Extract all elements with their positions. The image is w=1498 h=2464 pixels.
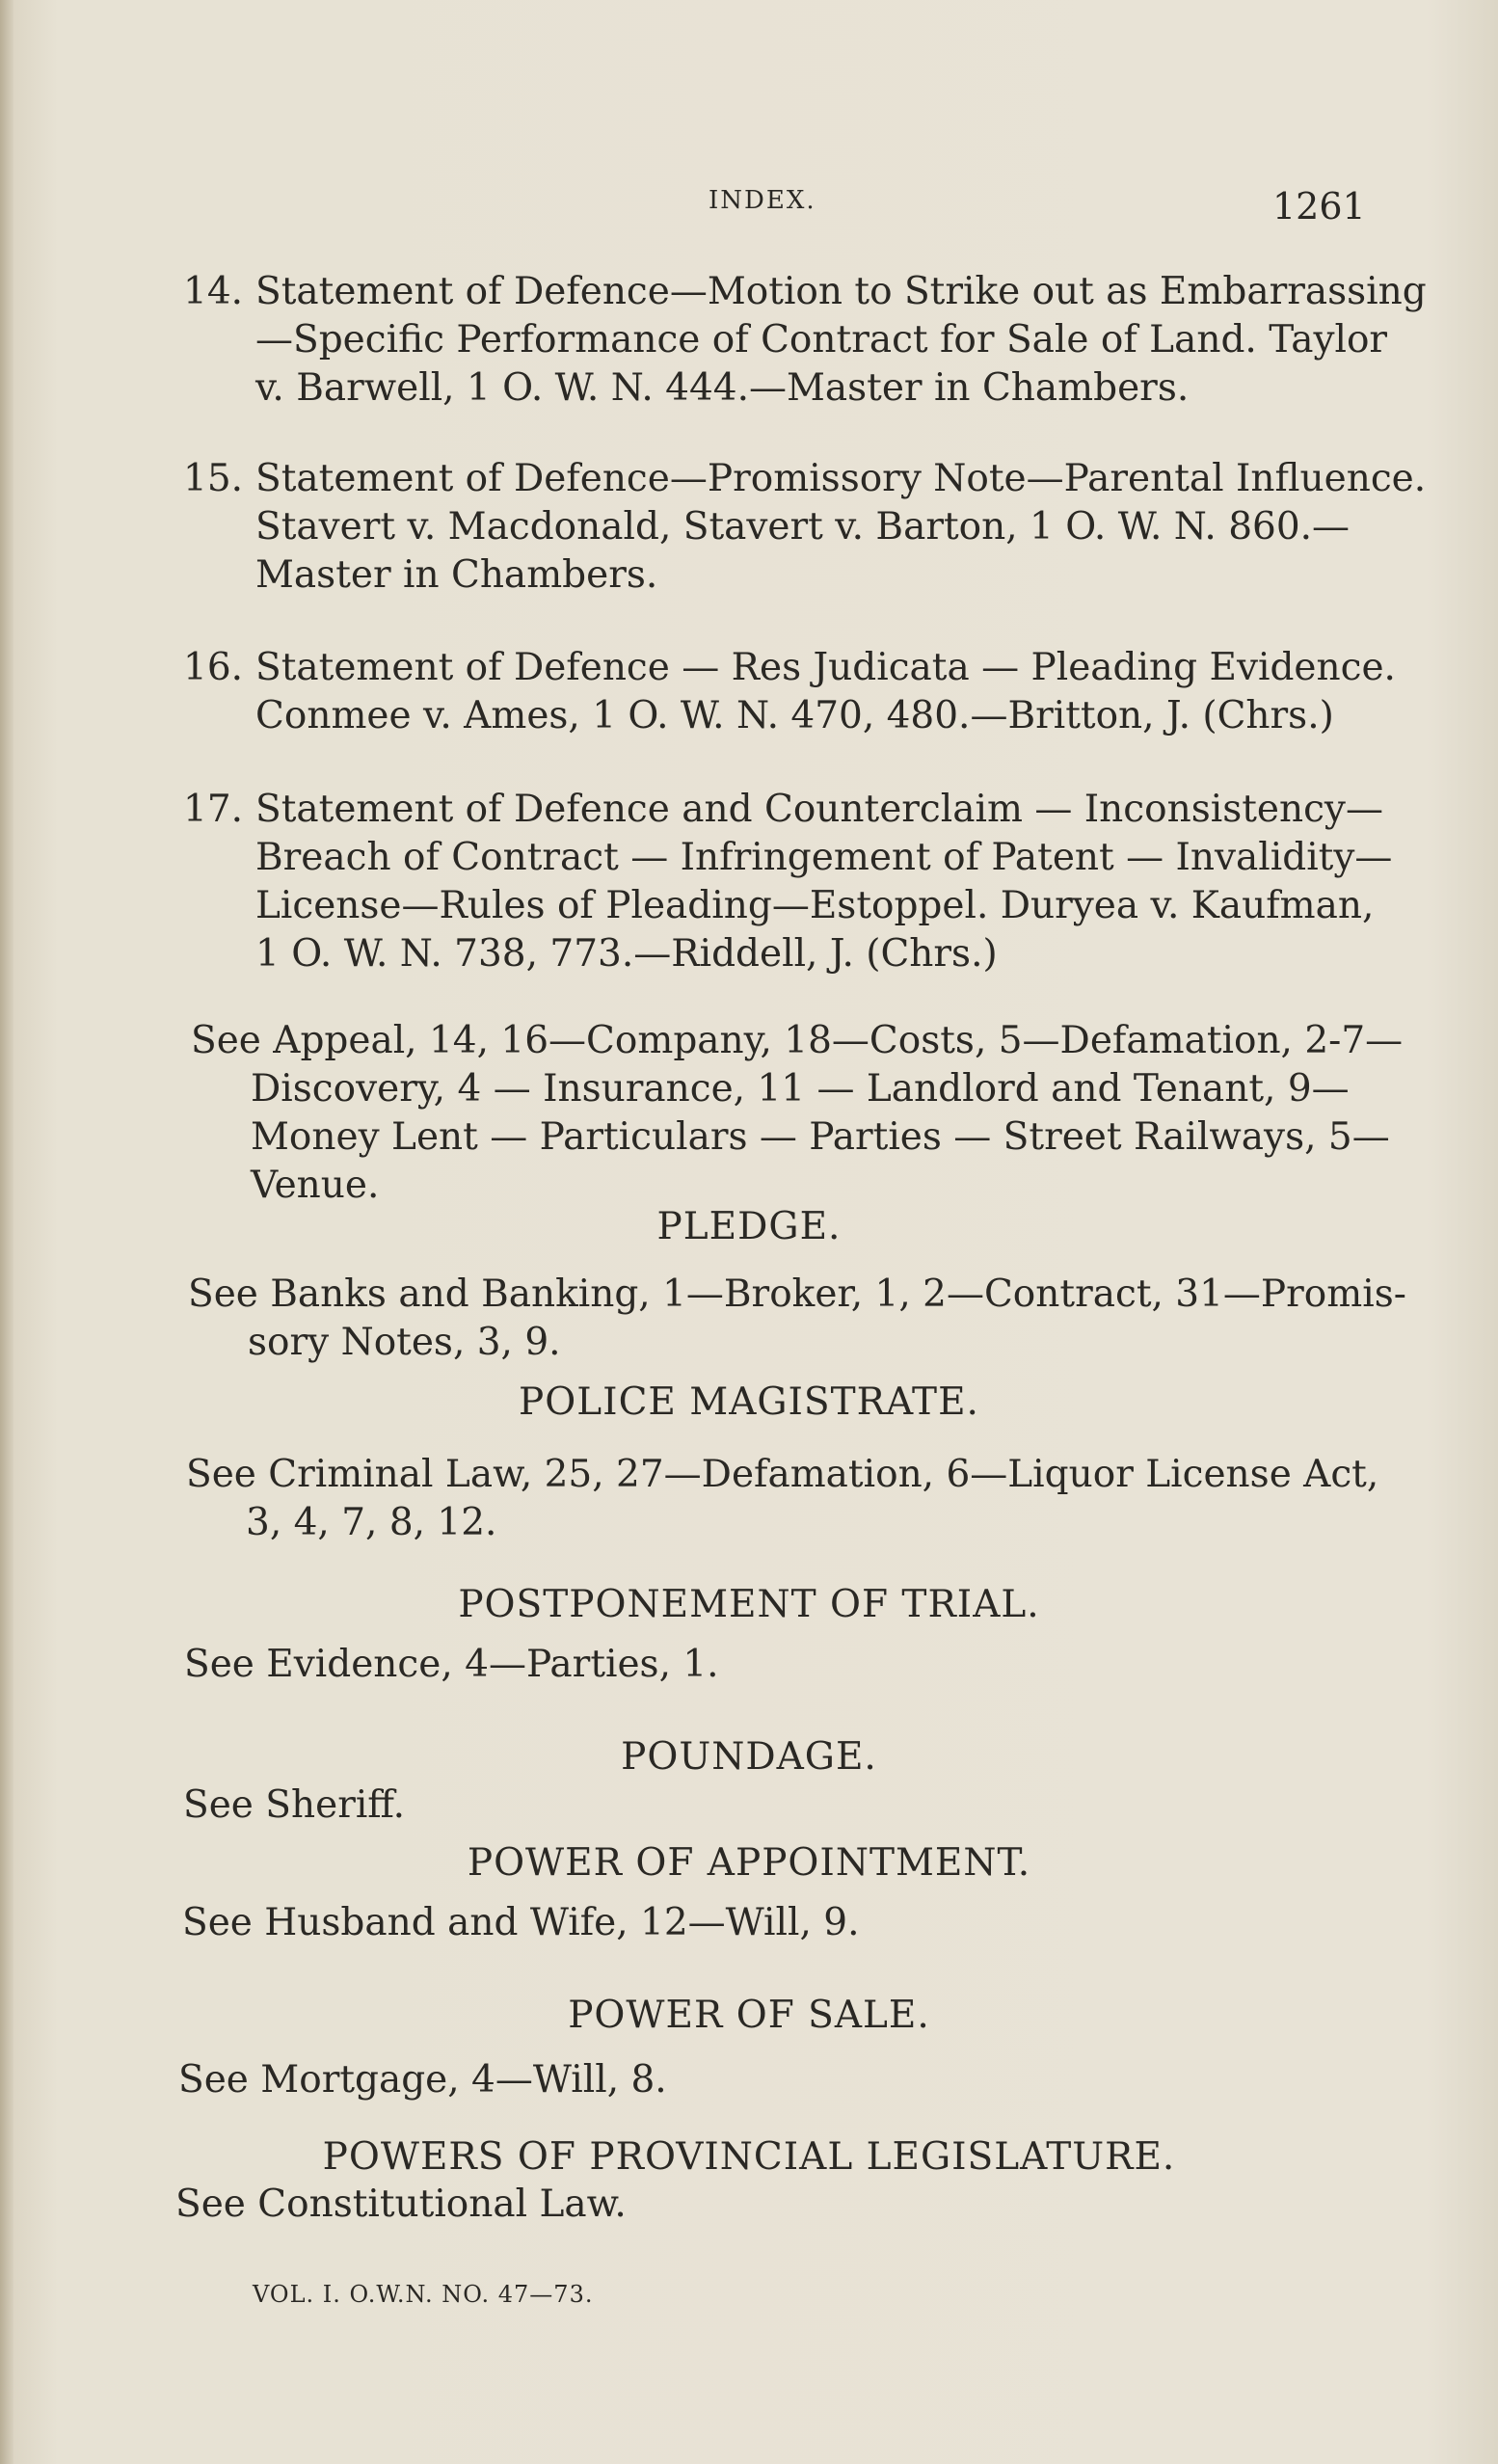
see-also-provincial-legislature xyxy=(175,2181,1361,2229)
see-line: 3, 4, 7, 8, 12. xyxy=(246,1501,497,1544)
index-entry-15 xyxy=(183,455,1427,600)
heading-powers-of-provincial-legislature: POWERS OF PROVINCIAL LEGISLATURE. xyxy=(322,2135,1176,2179)
entry-line: Statement of Defence—Motion to Strike out as Embarrassing xyxy=(255,270,1427,313)
entry-line: Stavert v. Macdonald, Stavert v. Barton, 1 O. W. N. 860.— xyxy=(255,505,1351,549)
entry-line: Breach of Contract — Infringement of Patent — Invalidity— xyxy=(255,836,1393,879)
running-header: INDEX. xyxy=(709,186,816,215)
see-line: Venue. xyxy=(251,1164,380,1207)
see-line: See Mortgage, 4—Will, 8. xyxy=(178,2058,667,2102)
entry-line: 1 O. W. N. 738, 773.—Riddell, J. (Chrs.) xyxy=(255,932,998,976)
entry-line: Conmee v. Ames, 1 O. W. N. 470, 480.—Britton, J. (Chrs.) xyxy=(255,694,1334,737)
heading-postponement-of-trial: POSTPONEMENT OF TRIAL. xyxy=(458,1583,1040,1626)
entry-line: —Specific Performance of Contract for Sale of Land. Taylor xyxy=(255,318,1388,362)
see-line: Discovery, 4 — Insurance, 11 — Landlord and Tenant, 9— xyxy=(251,1067,1350,1111)
heading-power-of-appointment: POWER OF APPOINTMENT. xyxy=(467,1841,1031,1885)
entry-line: License—Rules of Pleading—Estoppel. Duryea v. Kaufman, xyxy=(255,884,1375,927)
see-also-postponement xyxy=(184,1641,1370,1689)
see-also-power-of-appointment xyxy=(182,1899,1368,1947)
entry-number: 15. xyxy=(183,457,244,500)
entry-line: v. Barwell, 1 O. W. N. 444.—Master in Chambers. xyxy=(255,366,1190,410)
see-line: See Appeal, 14, 16—Company, 18—Costs, 5—Defamation, 2-7— xyxy=(191,1019,1404,1062)
see-line: See Constitutional Law. xyxy=(175,2183,627,2226)
see-line: See Criminal Law, 25, 27—Defamation, 6—Liquor License Act, xyxy=(186,1453,1379,1496)
heading-police-magistrate: POLICE MAGISTRATE. xyxy=(519,1380,979,1424)
entry-line: Statement of Defence and Counterclaim — Inconsistency— xyxy=(255,788,1383,831)
entry-number: 16. xyxy=(183,646,244,689)
index-entry-17 xyxy=(183,786,1393,978)
footer-signature: VOL. I. O.W.N. NO. 47—73. xyxy=(253,2281,594,2308)
see-also-pledge xyxy=(188,1271,1406,1367)
entry-number: 17. xyxy=(183,788,244,831)
page-number: 1261 xyxy=(1272,185,1366,228)
heading-pledge: PLEDGE. xyxy=(656,1205,842,1248)
heading-poundage: POUNDAGE. xyxy=(621,1735,877,1779)
see-also-poundage xyxy=(183,1781,1369,1830)
see-also-power-of-sale xyxy=(178,2056,1364,2104)
index-entry-16 xyxy=(183,644,1396,740)
entry-line: Statement of Defence—Promissory Note—Parental Influence. xyxy=(255,457,1427,500)
entry-number: 14. xyxy=(183,270,244,313)
see-line: See Banks and Banking, 1—Broker, 1, 2—Contract, 31—Promis- xyxy=(188,1272,1406,1316)
see-also-police-magistrate xyxy=(186,1451,1379,1547)
entry-line: Master in Chambers. xyxy=(255,553,658,597)
heading-power-of-sale: POWER OF SALE. xyxy=(568,1994,930,2037)
see-line: sory Notes, 3, 9. xyxy=(248,1321,561,1364)
entry-line: Statement of Defence — Res Judicata — Pleading Evidence. xyxy=(255,646,1396,689)
see-line: See Evidence, 4—Parties, 1. xyxy=(184,1643,719,1686)
see-line: Money Lent — Particulars — Parties — Street Railways, 5— xyxy=(251,1115,1390,1159)
see-line: See Sheriff. xyxy=(183,1783,406,1827)
index-entry-14 xyxy=(183,268,1427,413)
see-also-pleading xyxy=(191,1017,1404,1210)
see-line: See Husband and Wife, 12—Will, 9. xyxy=(182,1901,860,1944)
